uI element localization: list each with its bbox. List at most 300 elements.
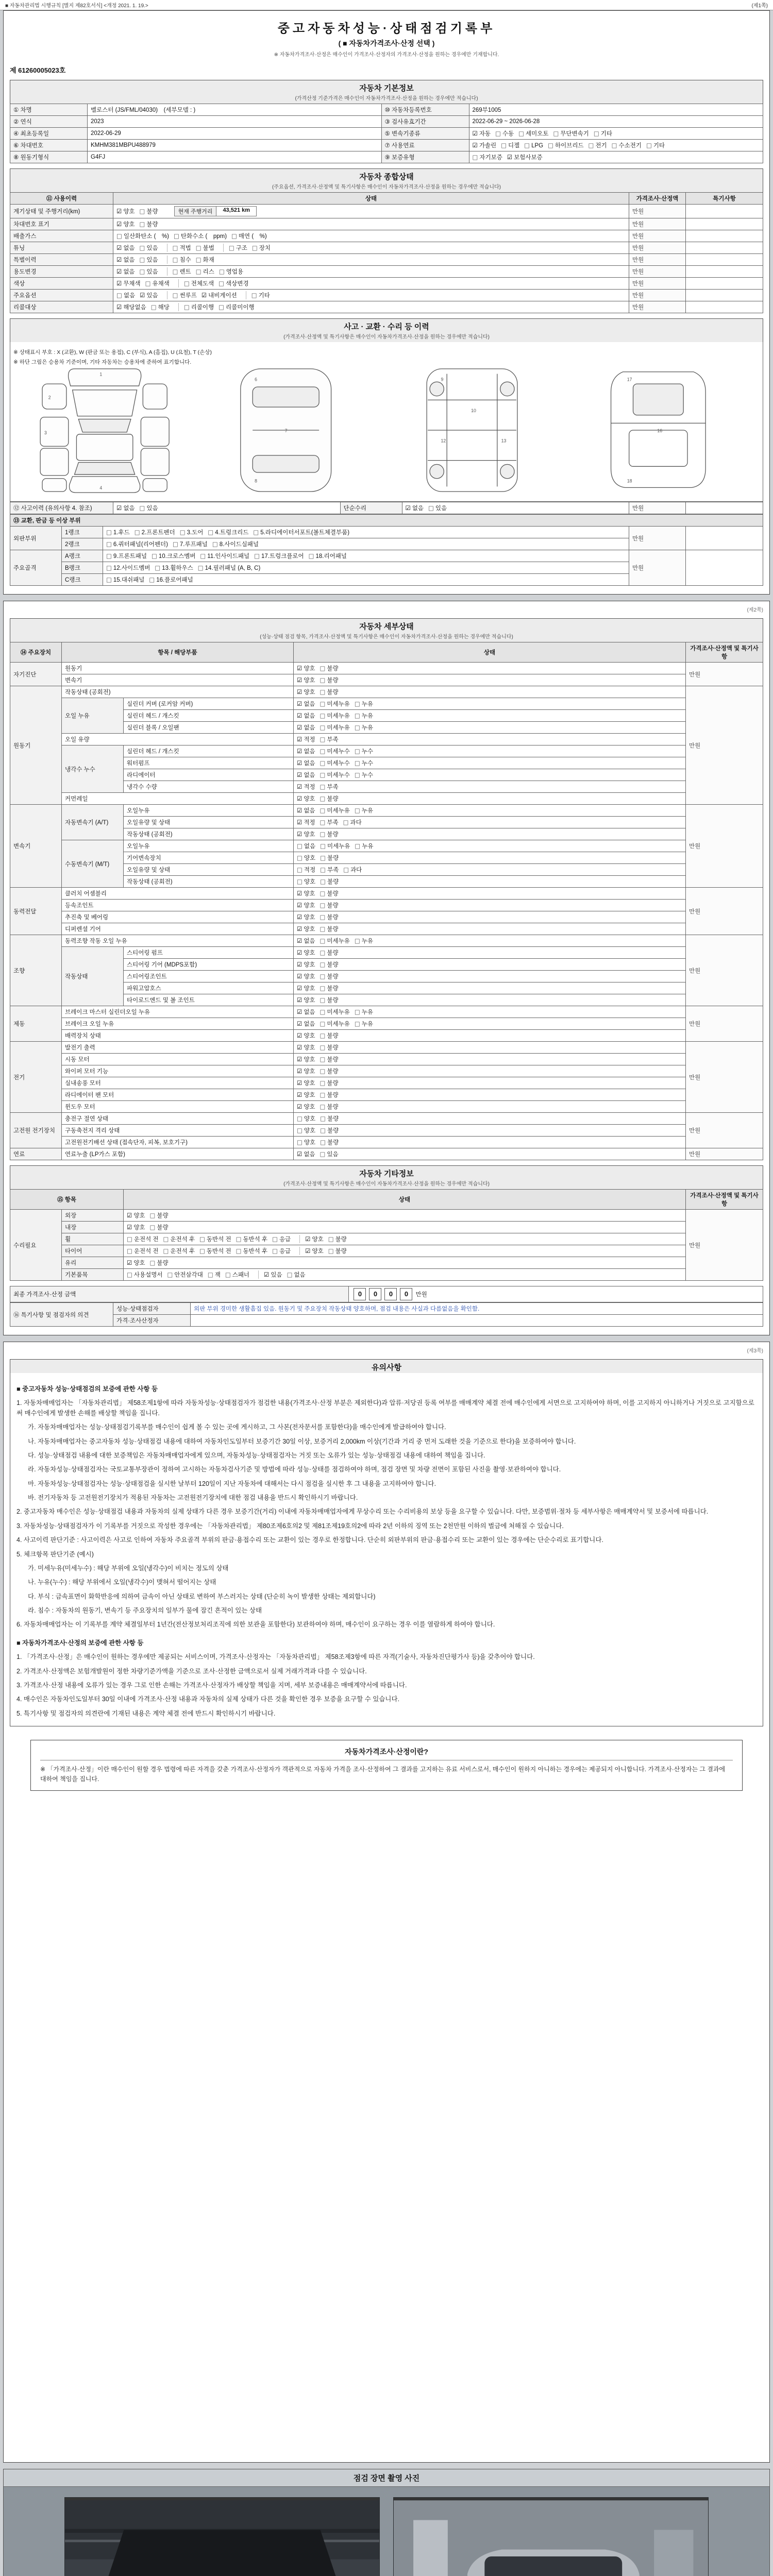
checkbox-option[interactable] (127, 1270, 162, 1279)
checkbox-option[interactable] (320, 1067, 339, 1075)
checkbox-label: 운전석 후 (170, 1248, 195, 1255)
checkbox-option[interactable] (196, 267, 214, 276)
checkbox-icon: □ (106, 552, 112, 560)
checkbox-option[interactable] (173, 267, 191, 276)
checkbox-option[interactable] (355, 806, 373, 815)
state-options (294, 769, 686, 781)
checkbox-option[interactable] (320, 1079, 339, 1087)
checkbox-option[interactable] (297, 735, 315, 743)
checkbox-option[interactable] (219, 279, 248, 287)
checkbox-option[interactable] (116, 504, 135, 512)
checkbox-option[interactable] (116, 232, 169, 240)
checkbox-label: 있음 (146, 293, 158, 299)
checkbox-icon: □ (254, 552, 260, 560)
checkbox-label: 무채색 (123, 281, 141, 287)
checkbox-option[interactable] (320, 889, 339, 897)
option-group (297, 688, 343, 696)
checkbox-option[interactable] (297, 830, 315, 838)
state-options (294, 1030, 686, 1042)
detail-state-table (10, 642, 763, 1160)
checkbox-option[interactable] (297, 1138, 315, 1146)
checkbox-option[interactable] (305, 1235, 324, 1243)
checkbox-label: 없음 (304, 772, 315, 778)
state-options (124, 1257, 686, 1269)
checkbox-option[interactable] (355, 723, 373, 732)
checkbox-option[interactable] (320, 747, 350, 755)
checkbox-option[interactable] (320, 688, 339, 696)
state-options (294, 900, 686, 911)
option-group (297, 735, 343, 743)
checkbox-option[interactable] (297, 1079, 315, 1087)
checkbox-label: 미세누수 (327, 772, 350, 778)
checkbox-option[interactable] (297, 842, 315, 850)
checkbox-option[interactable] (236, 1235, 268, 1243)
checkbox-option[interactable] (297, 664, 315, 672)
checkbox-option[interactable] (507, 153, 543, 161)
checkbox-option[interactable] (201, 291, 237, 299)
checkbox-option[interactable] (151, 303, 170, 311)
price-amount: 만원 (686, 935, 763, 1006)
detail-row (10, 911, 763, 923)
detail-row (10, 935, 763, 947)
checkbox-icon: □ (320, 688, 326, 696)
checkbox-label: 스패너 (232, 1272, 250, 1278)
checkbox-option[interactable] (355, 759, 373, 767)
final-price-table (10, 1286, 763, 1302)
checkbox-label: 불량 (146, 209, 158, 215)
checkbox-label: 동반석 전 (206, 1236, 231, 1243)
checkbox-option[interactable] (145, 279, 170, 287)
checkbox-option[interactable] (252, 244, 271, 252)
checkbox-icon: □ (167, 1271, 173, 1278)
checkbox-option[interactable] (297, 972, 315, 980)
checkbox-option[interactable] (320, 948, 339, 957)
checkbox-option[interactable] (184, 279, 214, 287)
price-amount: 만원 (686, 888, 763, 935)
option-group (297, 1150, 343, 1158)
notice-paragraph: 다. 부식 : 금속표면이 화학반응에 의하여 금속이 아닌 상태로 변하여 부스러지는 상태 (단순히 녹이 발생한 상태는 제외합니다) (28, 1592, 376, 1600)
checkbox-option[interactable] (320, 925, 339, 933)
checkbox-option[interactable] (355, 711, 373, 720)
state-options (294, 757, 686, 769)
checkbox-icon: □ (518, 130, 524, 137)
checkbox-option[interactable] (495, 129, 514, 138)
checkbox-label: 없음 (123, 257, 135, 263)
checkbox-icon: □ (320, 842, 326, 850)
checkbox-option[interactable] (406, 504, 424, 512)
item-name: 워터펌프 (124, 757, 294, 769)
checkbox-option[interactable] (473, 129, 491, 138)
checkbox-option[interactable] (328, 1247, 347, 1255)
checkbox-option[interactable] (174, 232, 227, 240)
checkbox-option[interactable] (518, 129, 548, 138)
checkbox-option[interactable] (320, 1103, 339, 1111)
checkbox-option[interactable] (297, 1103, 315, 1111)
checkbox-label: 불량 (327, 986, 339, 992)
checkbox-icon: □ (116, 232, 122, 240)
checkbox-option[interactable] (163, 1247, 195, 1255)
checkbox-option[interactable] (355, 1020, 373, 1028)
option-group (297, 1138, 343, 1146)
checkbox-option[interactable] (305, 1247, 324, 1255)
checkbox-option[interactable] (501, 141, 519, 149)
checkbox-icon: □ (225, 1271, 231, 1278)
checkbox-option[interactable] (140, 267, 158, 276)
checkbox-option[interactable] (320, 937, 350, 945)
checkbox-option[interactable] (320, 866, 339, 874)
checkbox-option[interactable] (320, 960, 339, 969)
checkbox-option[interactable] (116, 207, 135, 215)
item-name: 타이로드엔드 및 볼 조인트 (124, 994, 294, 1006)
checkbox-option[interactable] (320, 842, 350, 850)
checkbox-option[interactable] (253, 528, 349, 536)
checkbox-option[interactable] (167, 1270, 203, 1279)
checkbox-option[interactable] (297, 937, 315, 945)
checkbox-icon: □ (320, 1056, 326, 1063)
page-mark: (제1쪽) (751, 3, 768, 9)
option-group (299, 1247, 351, 1255)
device-name: 고전원 전기장치 (10, 1113, 62, 1148)
etc-row (10, 1222, 763, 1233)
checkbox-option[interactable] (297, 1020, 315, 1028)
item-name: 충전구 절연 상태 (62, 1113, 294, 1125)
checkbox-icon: □ (320, 1067, 326, 1075)
checkbox-option[interactable] (589, 141, 607, 149)
checkbox-icon: □ (127, 1235, 132, 1243)
checkbox-option[interactable] (320, 794, 339, 803)
checkbox-option[interactable] (320, 830, 339, 838)
checkbox-option[interactable] (320, 783, 339, 791)
checkbox-option[interactable] (320, 1091, 339, 1099)
checkbox-option[interactable] (320, 1043, 339, 1052)
checkbox-option[interactable] (212, 540, 259, 548)
checkbox-label: 불량 (327, 997, 339, 1004)
option-group (297, 771, 378, 779)
checkbox-option[interactable] (297, 913, 315, 921)
checkbox-option[interactable] (320, 1020, 350, 1028)
remark-cell (686, 290, 763, 301)
option-group (116, 303, 174, 311)
checkbox-option[interactable] (297, 794, 315, 803)
option-group (297, 937, 378, 945)
checkbox-option[interactable] (140, 504, 158, 512)
checkbox-option[interactable] (343, 818, 362, 826)
state-options (294, 923, 686, 935)
checkbox-label: 8.사이드실패널 (219, 541, 259, 548)
state-options (294, 994, 686, 1006)
checkbox-option[interactable] (127, 1211, 145, 1219)
checkbox-icon: □ (297, 878, 303, 885)
checkbox-icon: □ (155, 564, 161, 571)
checkbox-option[interactable] (199, 1247, 231, 1255)
checkbox-option[interactable] (173, 291, 197, 299)
checkbox-option[interactable] (594, 129, 612, 138)
checkbox-option[interactable] (297, 688, 315, 696)
checkbox-option[interactable] (297, 1043, 315, 1052)
checkbox-icon: □ (354, 748, 360, 755)
checkbox-icon: □ (149, 1259, 156, 1266)
checkbox-option[interactable] (116, 220, 135, 228)
checkbox-label: 양호 (304, 1116, 316, 1122)
checkbox-icon: ☑ (297, 724, 303, 731)
checkbox-option[interactable] (297, 1091, 315, 1099)
checkbox-icon: ☑ (472, 142, 478, 149)
checkbox-icon: □ (320, 1079, 326, 1087)
checkbox-icon: ☑ (297, 676, 303, 684)
checkbox-option[interactable] (428, 504, 447, 512)
checkbox-option[interactable] (320, 806, 350, 815)
checkbox-option[interactable] (184, 303, 214, 311)
checkbox-option[interactable] (473, 153, 502, 161)
checkbox-option[interactable] (149, 575, 193, 584)
checkbox-icon: □ (236, 1247, 242, 1255)
checkbox-option[interactable] (320, 877, 339, 886)
checkbox-option[interactable] (264, 1270, 282, 1279)
checkbox-option[interactable] (180, 528, 204, 536)
checkbox-option[interactable] (297, 1067, 315, 1075)
subgroup-name: 수동변속기 (M/T) (62, 840, 124, 888)
checkbox-label: 불량 (327, 1116, 339, 1122)
checkbox-option[interactable] (320, 676, 339, 684)
checkbox-option[interactable] (320, 901, 339, 909)
state-options (294, 828, 686, 840)
svg-text:8: 8 (255, 478, 258, 484)
checkbox-icon: □ (219, 268, 225, 275)
checkbox-option[interactable] (297, 877, 315, 886)
checkbox-option[interactable] (127, 1235, 159, 1243)
checkbox-option[interactable] (343, 866, 362, 874)
checkbox-option[interactable] (320, 913, 339, 921)
checkbox-option[interactable] (198, 564, 261, 572)
checkbox-option[interactable] (173, 244, 191, 252)
checkbox-option[interactable] (320, 759, 350, 767)
checkbox-option[interactable] (199, 1235, 231, 1243)
checkbox-option[interactable] (297, 818, 315, 826)
checkbox-label: 15.대쉬패널 (113, 577, 145, 583)
checkbox-option[interactable] (173, 540, 208, 548)
checkbox-option[interactable] (320, 771, 350, 779)
checkbox-option[interactable] (297, 700, 315, 708)
checkbox-option[interactable] (140, 244, 158, 252)
checkbox-label: 양호 (133, 1225, 145, 1231)
checkbox-icon: □ (134, 529, 140, 536)
checkbox-icon: ☑ (297, 1079, 303, 1087)
accident-options (113, 502, 341, 514)
state-options (124, 1245, 686, 1257)
state-options (124, 1269, 686, 1281)
checkbox-option[interactable] (473, 141, 497, 149)
checkbox-option[interactable] (106, 528, 130, 536)
checkbox-option[interactable] (116, 291, 135, 299)
checkbox-option[interactable] (646, 141, 665, 149)
checkbox-option[interactable] (116, 244, 135, 252)
overall-row (10, 290, 763, 301)
checkbox-option[interactable] (297, 783, 315, 791)
checkbox-option[interactable] (287, 1270, 306, 1279)
checkbox-option[interactable] (320, 735, 339, 743)
checkbox-option[interactable] (320, 700, 350, 708)
checkbox-option[interactable] (355, 747, 373, 755)
column-header: 상태 (124, 1190, 686, 1210)
option-group (297, 1043, 343, 1052)
checkbox-option[interactable] (297, 676, 315, 684)
checkbox-option[interactable] (140, 291, 158, 299)
checkbox-option[interactable] (320, 1138, 339, 1146)
checkbox-icon: □ (297, 1127, 303, 1134)
checkbox-option[interactable] (320, 1055, 339, 1063)
checkbox-option[interactable] (355, 771, 373, 779)
checkbox-label: 자기보증 (479, 155, 502, 161)
checkbox-option[interactable] (297, 1031, 315, 1040)
remark-cell (686, 301, 763, 313)
checkbox-option[interactable] (297, 984, 315, 992)
detail-row (10, 663, 763, 674)
checkbox-option[interactable] (320, 996, 339, 1004)
checkbox-option[interactable] (116, 303, 146, 311)
checkbox-option[interactable] (297, 711, 315, 720)
checkbox-option[interactable] (208, 528, 248, 536)
checkbox-option[interactable] (127, 1223, 145, 1231)
checkbox-option[interactable] (612, 141, 642, 149)
checkbox-option[interactable] (297, 1150, 315, 1158)
current-mileage-label: 현재 주행거리 (175, 207, 217, 216)
checkbox-option[interactable] (297, 960, 315, 969)
checkbox-option[interactable] (320, 854, 339, 862)
checkbox-option[interactable] (254, 552, 304, 560)
checkbox-option[interactable] (524, 142, 543, 149)
checkbox-option[interactable] (320, 984, 339, 992)
checkbox-label: 운전석 후 (170, 1236, 195, 1243)
checkbox-option[interactable] (320, 711, 350, 720)
checkbox-option[interactable] (297, 889, 315, 897)
checkbox-option[interactable] (355, 937, 373, 945)
checkbox-option[interactable] (106, 575, 144, 584)
checkbox-option[interactable] (297, 771, 315, 779)
checkbox-label: 부족 (327, 867, 339, 873)
checkbox-option[interactable] (320, 664, 339, 672)
checkbox-icon: □ (172, 244, 178, 251)
checkbox-option[interactable] (150, 1211, 169, 1219)
checkbox-option[interactable] (140, 256, 158, 264)
checkbox-option[interactable] (320, 1031, 339, 1040)
option-group (106, 528, 354, 536)
checkbox-option[interactable] (297, 901, 315, 909)
checkbox-label: 불량 (335, 1236, 347, 1243)
checkbox-option[interactable] (328, 1235, 347, 1243)
option-group (297, 1091, 343, 1099)
checkbox-option[interactable] (297, 1114, 315, 1123)
checkbox-option[interactable] (272, 1235, 291, 1243)
checkbox-option[interactable] (236, 1247, 268, 1255)
checkbox-option[interactable] (106, 552, 147, 560)
checkbox-option[interactable] (320, 1150, 339, 1158)
checkbox-option[interactable] (297, 948, 315, 957)
checkbox-option[interactable] (320, 818, 339, 826)
checkbox-option[interactable] (140, 220, 158, 228)
checkbox-option[interactable] (106, 564, 150, 572)
checkbox-option[interactable] (297, 854, 315, 862)
checkbox-label: 누수 (361, 749, 373, 755)
checkbox-option[interactable] (219, 303, 254, 311)
checkbox-option[interactable] (297, 1126, 315, 1134)
checkbox-option[interactable] (225, 1270, 249, 1279)
checkbox-option[interactable] (150, 1259, 169, 1267)
checkbox-option[interactable] (297, 747, 315, 755)
checkbox-option[interactable] (548, 141, 583, 149)
option-group (297, 972, 343, 980)
checkbox-option[interactable] (297, 806, 315, 815)
checkbox-label: 누유 (361, 701, 373, 707)
checkbox-option[interactable] (297, 723, 315, 732)
checkbox-option[interactable] (116, 267, 135, 276)
checkbox-icon: □ (320, 1044, 326, 1051)
checkbox-option[interactable] (127, 1259, 145, 1267)
checkbox-option[interactable] (297, 996, 315, 1004)
checkbox-option[interactable] (140, 207, 158, 215)
checkbox-option[interactable] (309, 552, 347, 560)
table-header-row (10, 642, 763, 663)
checkbox-option[interactable] (297, 925, 315, 933)
checkbox-label: 하이브리드 (555, 143, 584, 149)
checkbox-option[interactable] (320, 723, 350, 732)
basic-info-row (10, 116, 763, 128)
checkbox-option[interactable] (355, 700, 373, 708)
option-group (178, 303, 259, 311)
checkbox-option[interactable] (127, 1247, 159, 1255)
checkbox-option[interactable] (320, 1114, 339, 1123)
checkbox-option[interactable] (116, 279, 141, 287)
checkbox-option[interactable] (297, 1008, 315, 1016)
notice-paragraph: 4. 매수인은 자동차인도일부터 30일 이내에 가격조사·산정 내용과 자동차의 실제 상태가 다른 것을 확인한 경우 보증을 요구할 수 있습니다. (16, 1696, 400, 1703)
option-group (297, 866, 366, 874)
checkbox-option[interactable] (196, 256, 214, 264)
checkbox-option[interactable] (320, 1126, 339, 1134)
basic-info-row (10, 151, 763, 163)
checkbox-option[interactable] (320, 1008, 350, 1016)
checkbox-option[interactable] (208, 1270, 221, 1279)
checkbox-option[interactable] (297, 866, 315, 874)
checkbox-option[interactable] (231, 232, 267, 240)
checkbox-option[interactable] (135, 528, 175, 536)
checkbox-option[interactable] (163, 1235, 195, 1243)
checkbox-icon: □ (297, 1139, 303, 1146)
checkbox-option[interactable] (219, 267, 243, 276)
checkbox-option[interactable] (196, 244, 214, 252)
simple-repair-options (402, 502, 629, 514)
checkbox-option[interactable] (297, 759, 315, 767)
checkbox-option[interactable] (251, 291, 270, 299)
option-group (297, 901, 343, 909)
checkbox-option[interactable] (152, 552, 195, 560)
checkbox-option[interactable] (155, 564, 193, 572)
checkbox-option[interactable] (320, 972, 339, 980)
checkbox-option[interactable] (553, 129, 589, 138)
checkbox-option[interactable] (106, 540, 168, 548)
checkbox-option[interactable] (150, 1223, 169, 1231)
checkbox-label: 잭 (214, 1272, 221, 1278)
checkbox-option[interactable] (355, 1008, 373, 1016)
state-options (294, 698, 686, 710)
checkbox-option[interactable] (116, 256, 135, 264)
checkbox-label: 운전석 전 (133, 1236, 159, 1243)
checkbox-option[interactable] (200, 552, 249, 560)
checkbox-option[interactable] (173, 256, 191, 264)
checkbox-option[interactable] (297, 1055, 315, 1063)
checkbox-option[interactable] (355, 842, 373, 850)
checkbox-option[interactable] (229, 244, 247, 252)
checkbox-label: 없음 (294, 1272, 306, 1278)
checkbox-option[interactable] (272, 1247, 291, 1255)
